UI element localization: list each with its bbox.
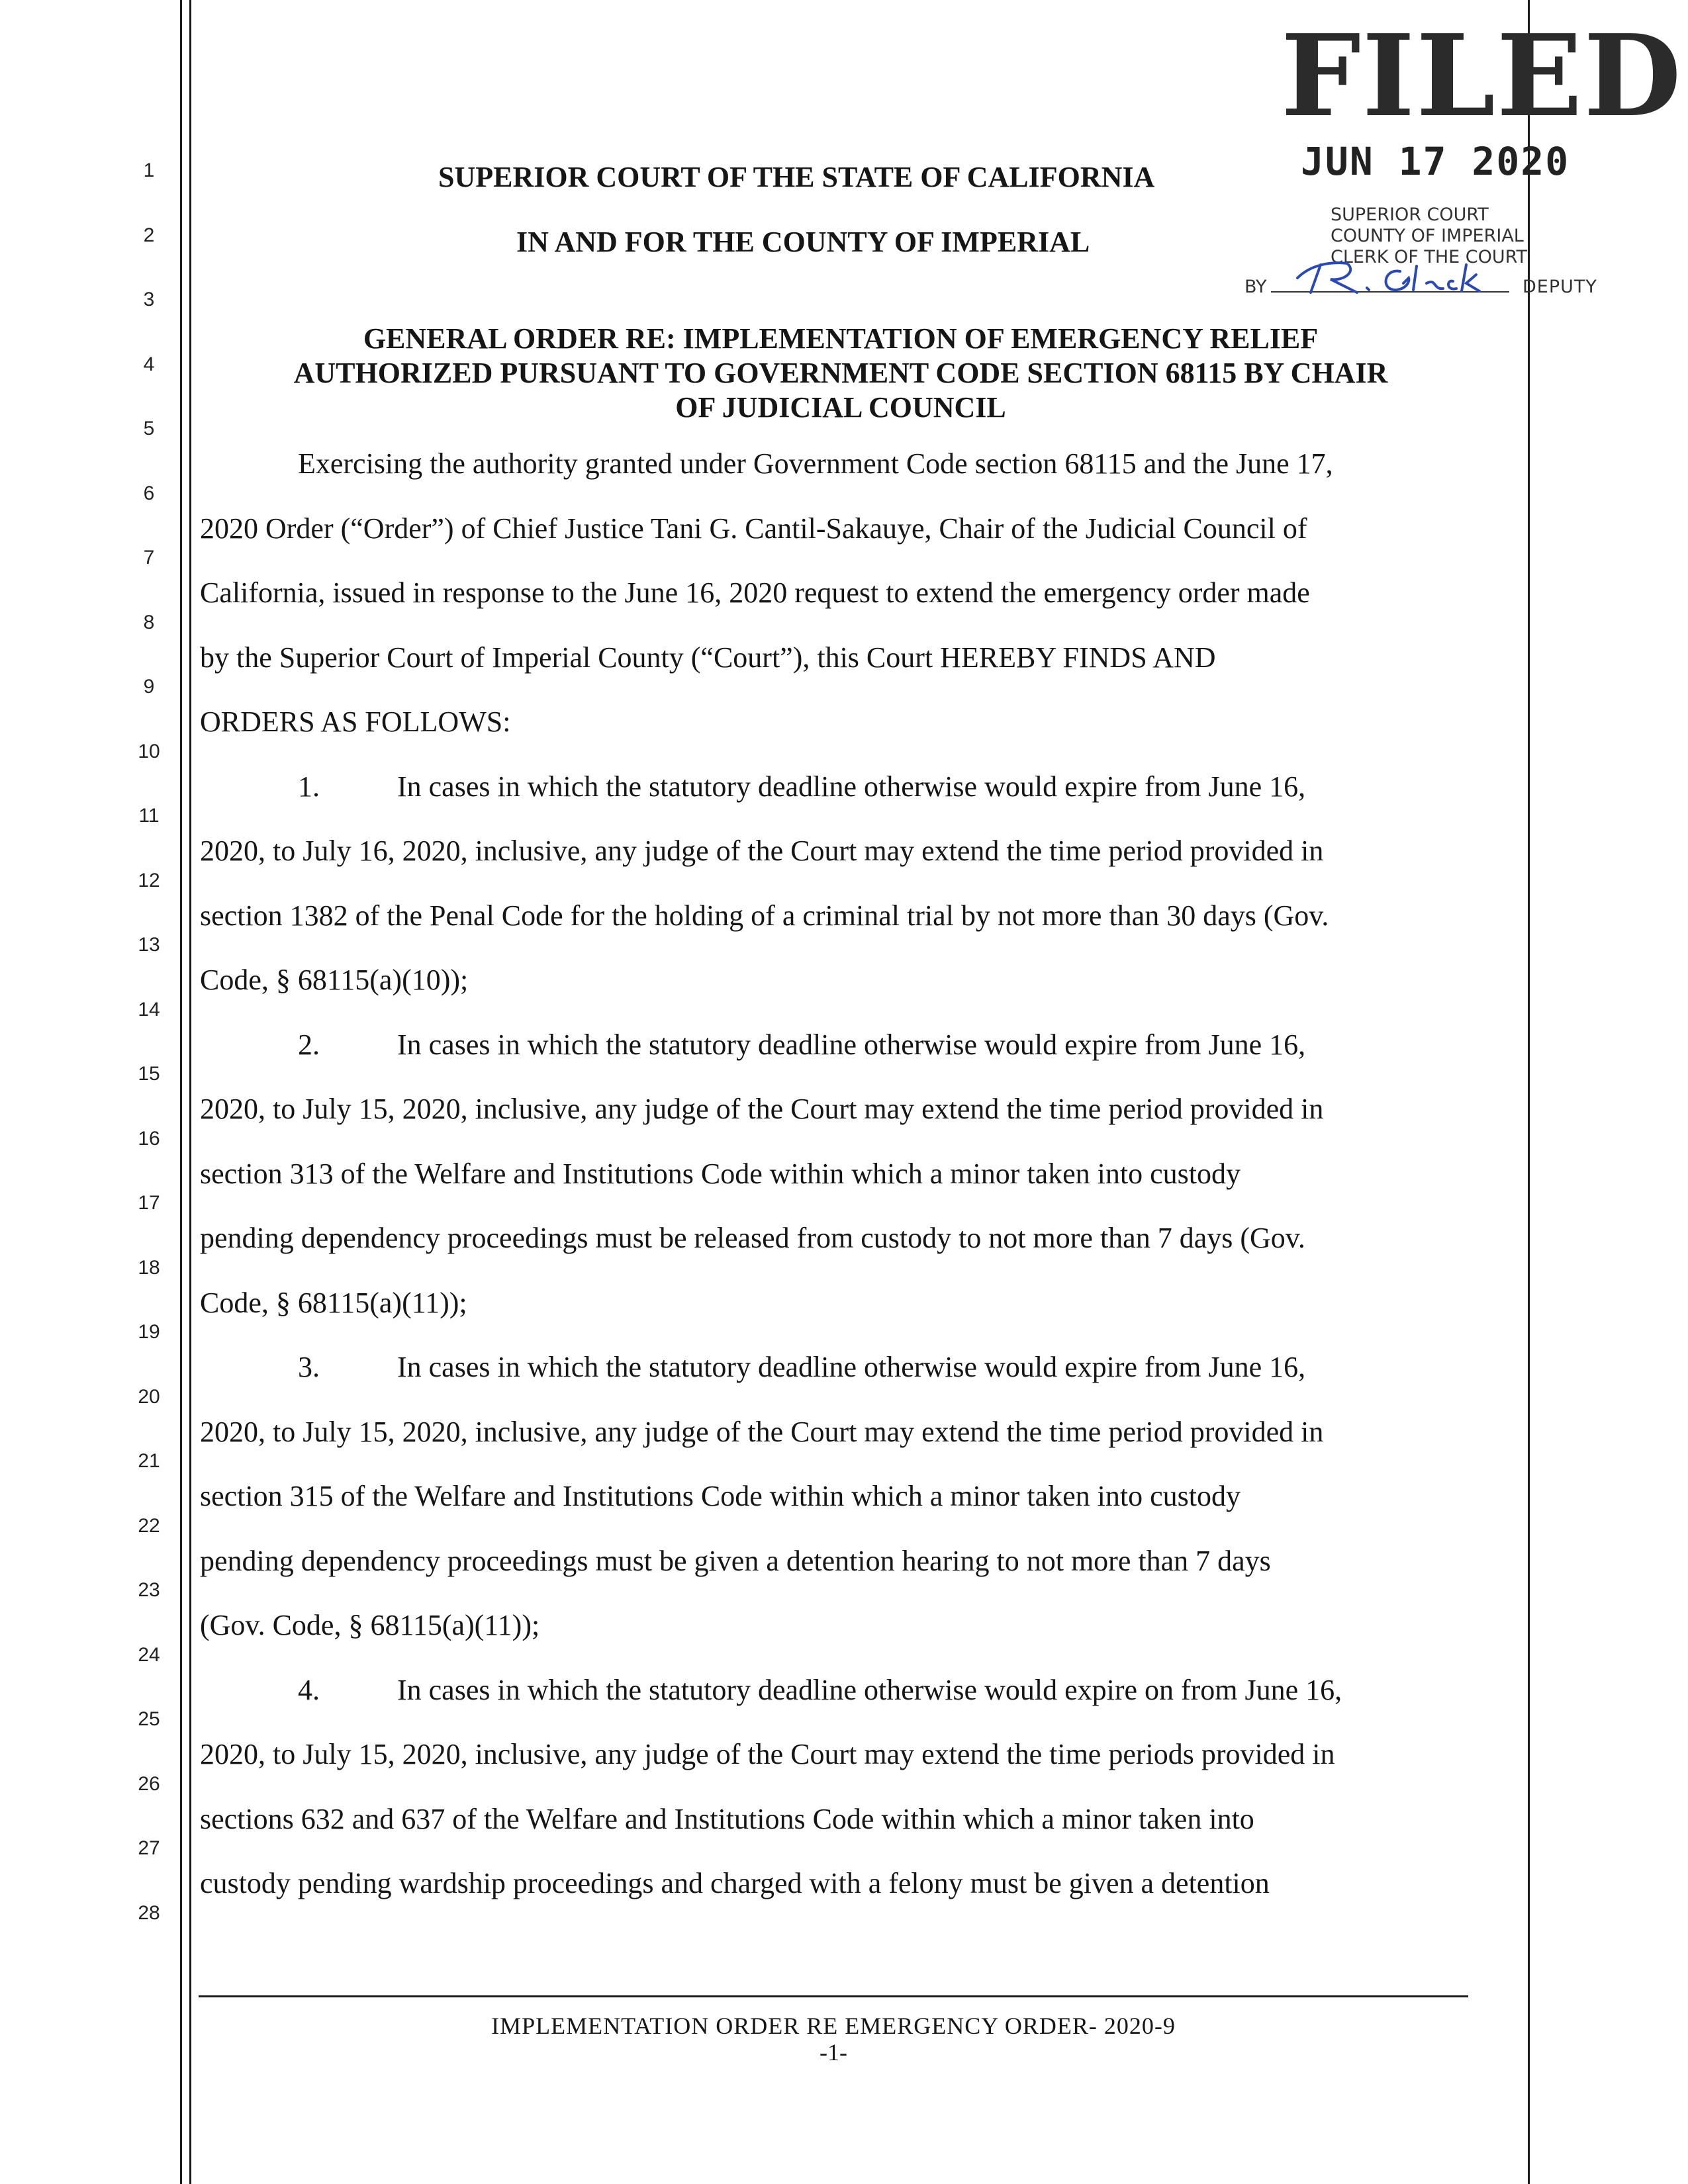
left-margin-rule-inner (189, 0, 191, 2184)
line-number: 22 (138, 1514, 160, 1537)
body-line: California, issued in response to the June 16, 2020 request to extend the emergency order made (200, 576, 1310, 609)
right-margin-rule (1528, 0, 1530, 2184)
body-line (298, 1673, 1589, 1707)
line-number: 25 (138, 1708, 160, 1730)
body-line (298, 770, 1589, 804)
body-line: (Gov. Code, § 68115(a)(11)); (200, 1609, 540, 1641)
line-number: 20 (138, 1385, 160, 1408)
order-title-line: AUTHORIZED PURSUANT TO GOVERNMENT CODE SECTION 68115 BY CHAIR (293, 357, 1388, 389)
line-number: 12 (138, 869, 160, 891)
body-line: 2020, to July 15, 2020, inclusive, any judge of the Court may extend the time period provided in (200, 1093, 1324, 1125)
filed-stamp-by: BY (1244, 277, 1267, 297)
court-county: IN AND FOR THE COUNTY OF IMPERIAL (516, 226, 1090, 258)
filed-stamp-word: FILED (1281, 10, 1683, 142)
footer-rule (199, 1995, 1468, 1997)
body-line: 2020, to July 15, 2020, inclusive, any judge of the Court may extend the time period provided in (200, 1415, 1324, 1448)
line-number: 10 (138, 740, 160, 762)
filed-stamp-clerk: CLERK OF THE COURT (1331, 247, 1527, 267)
line-number: 8 (143, 611, 155, 633)
item-number: 4. (298, 1673, 320, 1706)
item-first-line: In cases in which the statutory deadline otherwise would expire on from June 16, (397, 1673, 1342, 1706)
item-first-line: In cases in which the statutory deadline otherwise would expire from June 16, (397, 1351, 1306, 1383)
item-number: 3. (298, 1351, 320, 1383)
line-number: 7 (143, 547, 155, 569)
body-line: by the Superior Court of Imperial County (“Court”), this Court HEREBY FINDS AND (200, 641, 1216, 674)
line-number: 2 (143, 224, 155, 246)
line-number: 9 (143, 676, 155, 698)
line-number: 5 (143, 418, 155, 439)
line-number: 23 (138, 1579, 160, 1601)
body-line: section 315 of the Welfare and Institutions Code within which a minor taken into custody (200, 1480, 1241, 1512)
body-line: Code, § 68115(a)(10)); (200, 964, 469, 996)
body-line: ORDERS AS FOLLOWS: (200, 705, 511, 738)
line-number: 28 (138, 1901, 160, 1924)
order-title (199, 322, 1483, 425)
body-line: section 313 of the Welfare and Institutions Code within which a minor taken into custody (200, 1157, 1241, 1190)
line-number: 14 (138, 998, 160, 1021)
body-line (298, 1350, 1589, 1385)
item-first-line: In cases in which the statutory deadline otherwise would expire from June 16, (397, 770, 1306, 803)
body-line: pending dependency proceedings must be released from custody to not more than 7 days (Gov. (200, 1222, 1305, 1254)
page-number: -1- (820, 2039, 847, 2066)
line-number: 4 (143, 353, 155, 375)
line-number: 16 (138, 1127, 160, 1150)
body-line: section 1382 of the Penal Code for the holding of a criminal trial by not more than 30 days (Gov. (200, 899, 1329, 932)
line-number: 6 (143, 482, 155, 504)
left-margin-rule-outer (180, 0, 182, 2184)
line-number: 17 (138, 1192, 160, 1214)
line-number: 13 (138, 934, 160, 956)
body-line: 2020 Order (“Order”) of Chief Justice Tani G. Cantil-Sakauye, Chair of the Judicial Council of (200, 512, 1307, 545)
line-number: 3 (143, 289, 155, 310)
line-number: 27 (138, 1837, 160, 1859)
body-line: Exercising the authority granted under Government Code section 68115 and the June 17, (298, 447, 1333, 480)
footer-title: IMPLEMENTATION ORDER RE EMERGENCY ORDER- 2020-9 (491, 2013, 1176, 2039)
line-number: 21 (138, 1450, 160, 1472)
item-number: 2. (298, 1028, 320, 1061)
line-number: 24 (138, 1643, 160, 1666)
order-title-line: GENERAL ORDER RE: IMPLEMENTATION OF EMERGENCY RELIEF (363, 322, 1319, 355)
body-line (298, 1028, 1589, 1062)
body-line: sections 632 and 637 of the Welfare and Institutions Code within which a minor taken into (200, 1802, 1254, 1835)
court-name: SUPERIOR COURT OF THE STATE OF CALIFORNIA (438, 161, 1155, 193)
filed-stamp-county: COUNTY OF IMPERIAL (1331, 226, 1524, 246)
body-line: Code, § 68115(a)(11)); (200, 1286, 467, 1319)
body-line: custody pending wardship proceedings and charged with a felony must be given a detention (200, 1867, 1270, 1899)
body-line: pending dependency proceedings must be given a detention hearing to not more than 7 days (200, 1544, 1271, 1577)
line-number: 15 (138, 1063, 160, 1085)
filed-stamp-deputy: DEPUTY (1523, 277, 1597, 297)
line-number: 1 (143, 159, 155, 181)
item-number: 1. (298, 770, 320, 803)
line-number: 19 (138, 1321, 160, 1343)
item-first-line: In cases in which the statutory deadline otherwise would expire from June 16, (397, 1028, 1306, 1061)
order-title-line: OF JUDICIAL COUNCIL (675, 391, 1006, 424)
body-line: 2020, to July 15, 2020, inclusive, any judge of the Court may extend the time periods provided in (200, 1738, 1335, 1770)
body-line: 2020, to July 16, 2020, inclusive, any judge of the Court may extend the time period provided in (200, 835, 1324, 867)
line-number: 11 (138, 805, 160, 827)
filed-stamp-date: JUN 17 2020 (1301, 139, 1570, 184)
filed-stamp-court: SUPERIOR COURT (1331, 205, 1489, 225)
line-number: 26 (138, 1772, 160, 1795)
line-number: 18 (138, 1256, 160, 1279)
